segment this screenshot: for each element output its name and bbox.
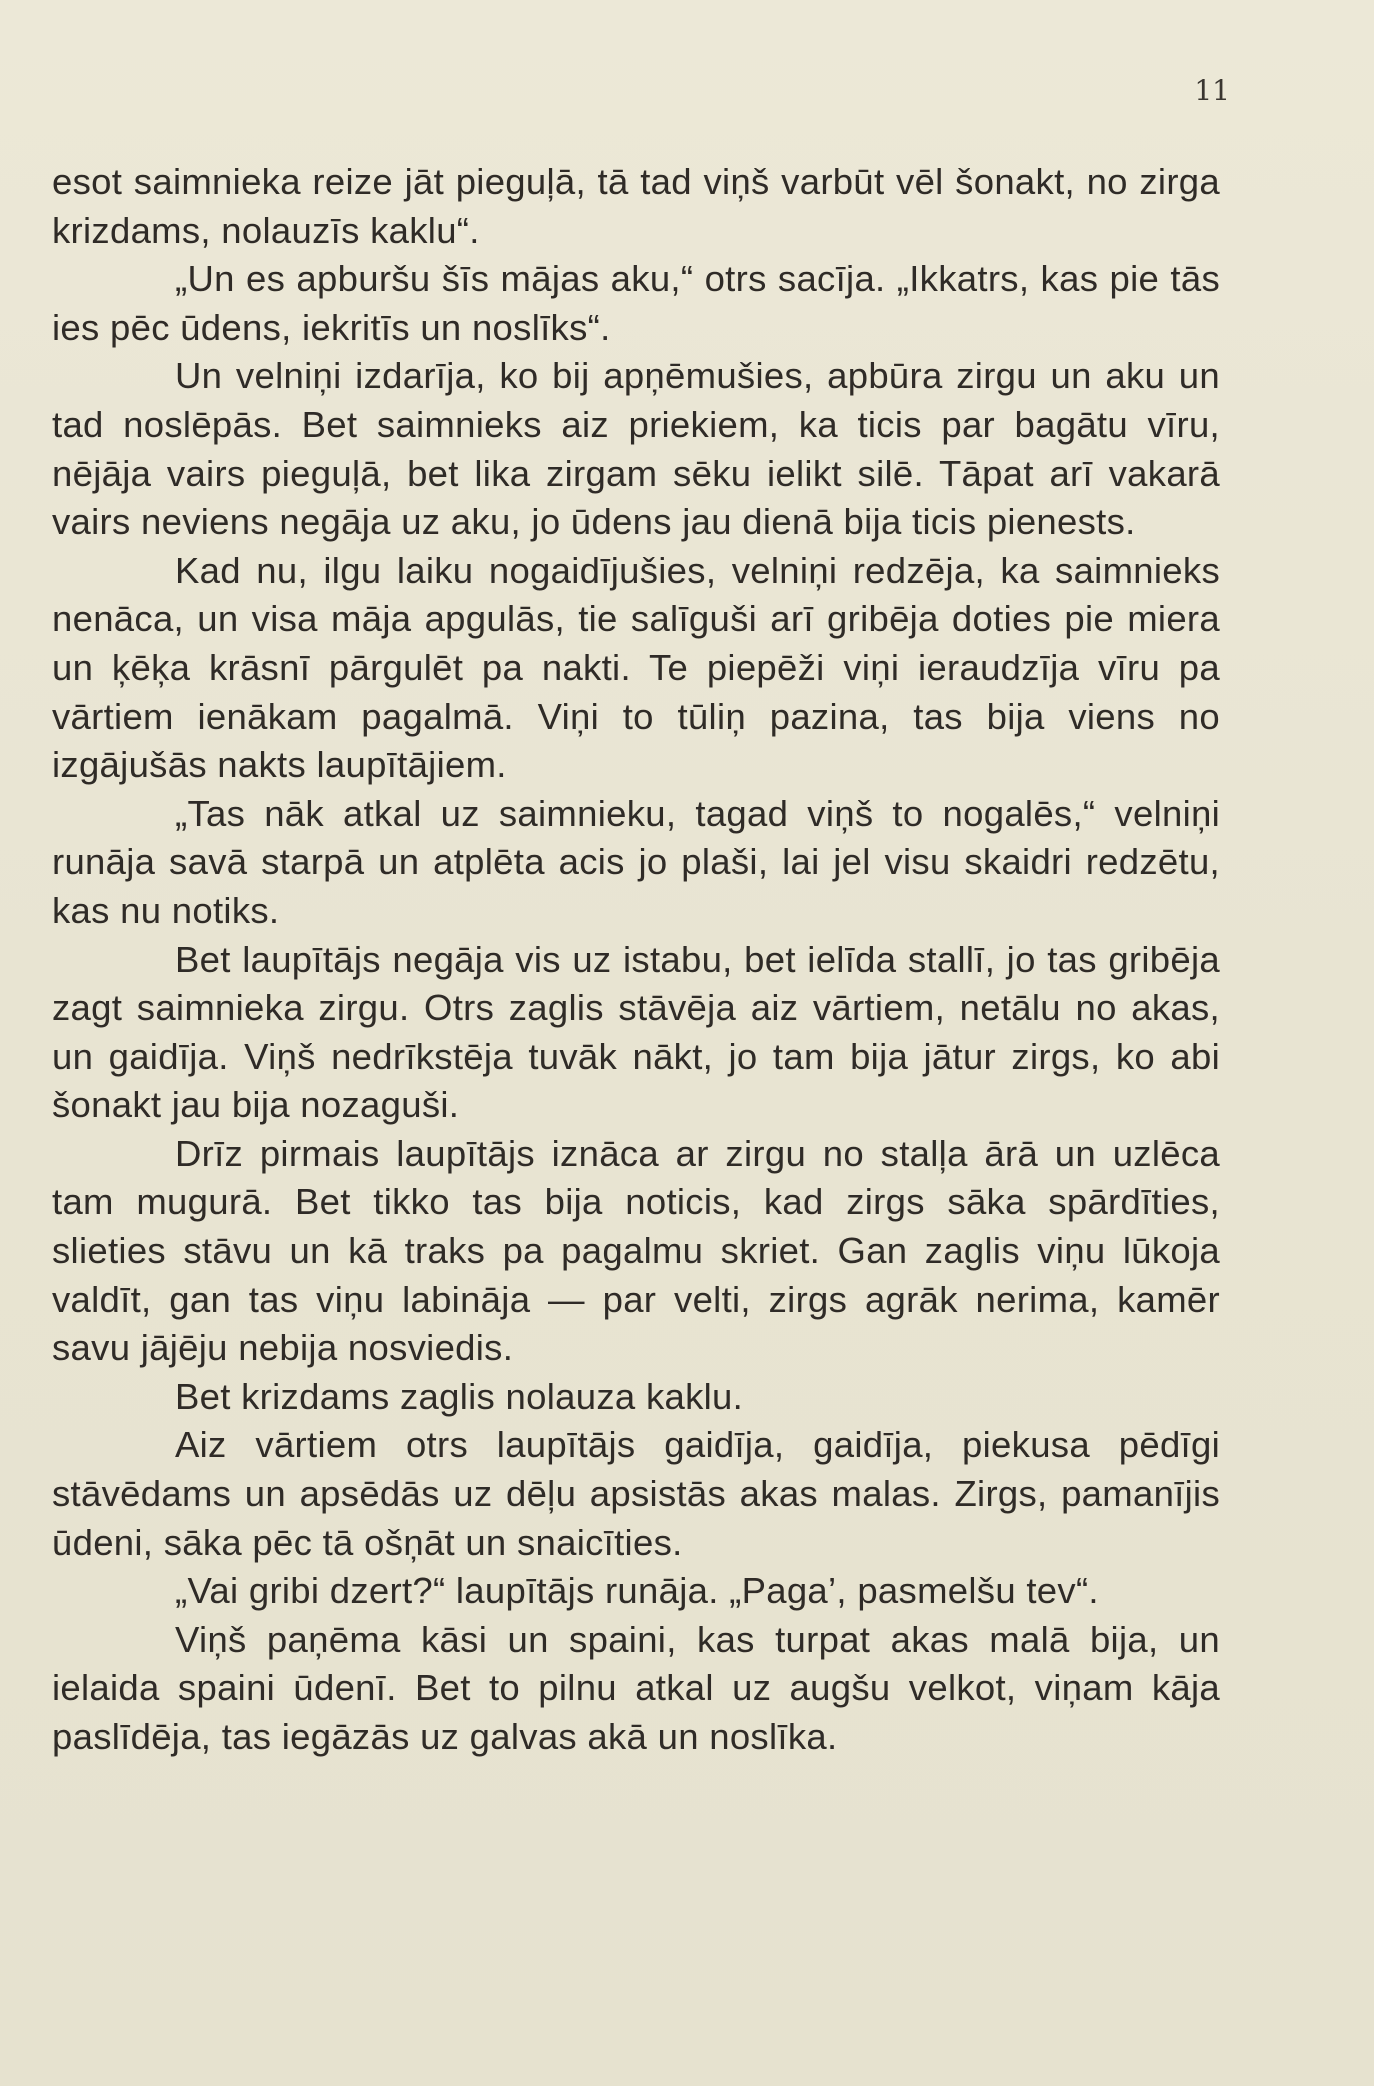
paragraph: Un velniņi izdarīja, ko bij apņēmušies, apbūra zirgu un aku un tad noslēpās. Bet saimnieks aiz priekiem, ka ticis par bagātu vīru, nējāja vairs pieguļā, bet lika zirgam sēku ielikt silē. Tāpat arī vakarā vairs neviens negāja uz aku, jo ūdens jau dienā bija ticis pienests. bbox=[52, 355, 1220, 543]
paragraph: Viņš paņēma kāsi un spaini, kas turpat akas malā bija, un ielaida spaini ūdenī. Bet to pilnu atkal uz augšu velkot, viņam kāja paslīdēja, tas iegāzās uz galvas akā un noslīka. bbox=[52, 1618, 1220, 1757]
paragraph: Drīz pirmais laupītājs iznāca ar zirgu no stalļa ārā un uzlēca tam mugurā. Bet tikko tas bija noticis, kad zirgs sāka spārdīties, slieties stāvu un kā traks pa pagalmu skriet. Gan zaglis viņu lūkoja valdīt, gan tas viņu labināja — par velti, zirgs agrāk nerima, kamēr savu jājēju nebija nosviedis. bbox=[52, 1132, 1220, 1369]
paragraph: Kad nu, ilgu laiku nogaidījušies, velniņi redzēja, ka saimnieks nenāca, un visa māja apgulās, tie salīguši arī gribēja doties pie miera un ķēķa krāsnī pārgulēt pa nakti. Te piepēži viņi ieraudzīja vīru pa vārtiem ienākam pagalmā. Viņi to tūliņ pazina, tas bija viens no izgājušās nakts laupītājiem. bbox=[52, 549, 1220, 786]
paragraph: „Tas nāk atkal uz saimnieku, tagad viņš to nogalēs,“ velniņi runāja savā starpā un atplēta acis jo plaši, lai jel visu skaidri redzētu, kas nu notiks. bbox=[52, 792, 1220, 931]
paragraph: „Vai gribi dzert?“ laupītājs runāja. „Paga’, pasmelšu tev“. bbox=[175, 1570, 1099, 1612]
page-body bbox=[52, 158, 1220, 1762]
paragraph: Bet laupītājs negāja vis uz istabu, bet ielīda stallī, jo tas gribēja zagt saimnieka zirgu. Otrs zaglis stāvēja aiz vārtiem, netālu no akas, un gaidīja. Viņš nedrīkstēja tuvāk nākt, jo tam bija jātur zirgs, ko abi šonakt jau bija nozaguši. bbox=[52, 938, 1220, 1126]
page-number: 11 bbox=[1194, 74, 1230, 107]
paragraph: esot saimnieka reize jāt pieguļā, tā tad viņš varbūt vēl šonakt, no zirga krizdams, nolauzīs kaklu“. bbox=[52, 161, 1220, 251]
paragraph: „Un es apburšu šīs mājas aku,“ otrs sacīja. „Ikkatrs, kas pie tās ies pēc ūdens, iekritīs un noslīks“. bbox=[52, 258, 1220, 348]
paragraph: Aiz vārtiem otrs laupītājs gaidīja, gaidīja, piekusa pēdīgi stāvēdams un apsēdās uz dēļu apsistās akas malas. Zirgs, pamanījis ūdeni, sāka pēc tā ošņāt un snaicīties. bbox=[52, 1424, 1220, 1563]
paragraph: Bet krizdams zaglis nolauza kaklu. bbox=[175, 1375, 744, 1417]
